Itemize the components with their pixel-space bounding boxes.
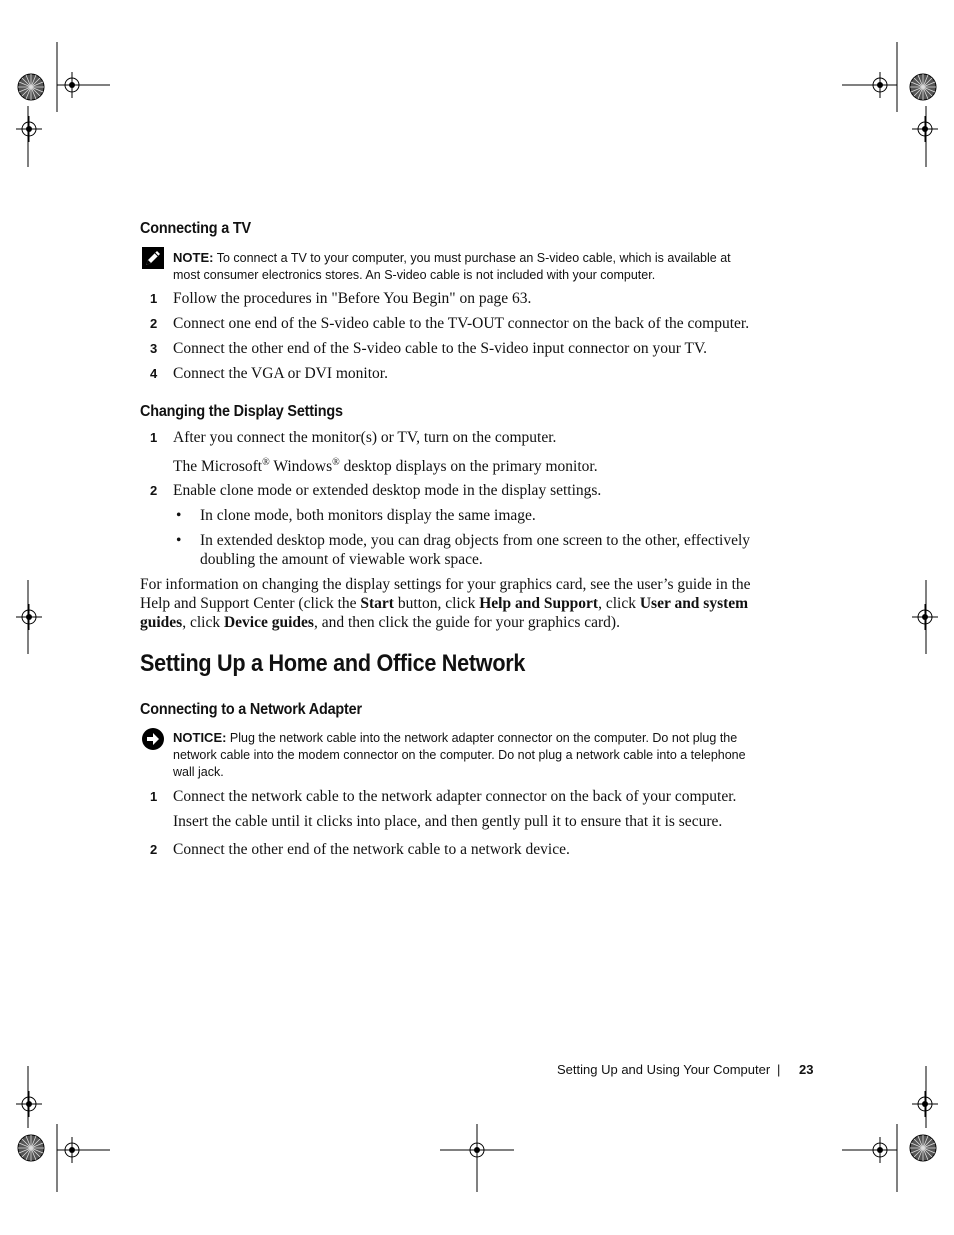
ui-term-start: Start [360,595,394,612]
ui-term-guides: guides [140,614,183,631]
arrow-notice-icon [142,728,164,750]
info-line-1: For information on changing the display settings for your graphics card, see the user’s guide in the [140,576,751,593]
registration-mark-icon [842,1066,938,1192]
info-paragraph [140,575,780,632]
registration-mark-icon [16,1066,110,1192]
pencil-note-icon [142,247,164,269]
step-text: Enable clone mode or extended desktop mode in the display settings. [173,482,602,499]
note-line-2: most consumer electronics stores. An S-video cable is not included with your computer. [173,268,656,282]
registration-mark-icon [912,580,938,654]
step-number: 2 [150,316,158,331]
step-subtext: Insert the cable until it clicks into place, and then gently pull it to ensure that it is secure. [173,813,723,830]
registration-mark-icon [16,42,110,167]
step-number: 2 [150,842,158,857]
info-text: , click [182,614,224,631]
step-text: Connect the VGA or DVI monitor. [173,365,388,382]
step-text: Connect the network cable to the network adapter connector on the back of your computer. [173,788,737,805]
bullet-icon: • [176,507,182,524]
step-number: 1 [150,789,158,804]
chapter-heading-network: Setting Up a Home and Office Network [140,650,526,677]
notice-label: NOTICE: [173,730,227,745]
info-text: button, click [393,595,480,612]
bullet-icon: • [176,532,182,549]
step-number: 1 [150,430,158,445]
notice-line-1: Plug the network cable into the network adapter connector on the computer. Do not plug the [226,731,738,745]
info-text: , and then click the guide for your graphics card). [313,614,620,631]
footer-chapter: Setting Up and Using Your Computer [557,1062,771,1077]
note-line-1: To connect a TV to your computer, you must purchase an S-video cable, which is available at [213,251,731,265]
info-text: , click [598,595,640,612]
registration-mark-icon [842,42,938,167]
bullet-text: In extended desktop mode, you can drag objects from one screen to the other, effectively [200,532,751,549]
note-text [173,249,773,284]
subtext-part: desktop displays on the primary monitor. [339,458,598,476]
registration-mark-icon [16,580,42,654]
page-number: 23 [799,1062,814,1077]
ui-term-device-guides: Device guides [223,614,314,631]
step-number: 1 [150,291,158,306]
registered-mark: ® [262,457,270,468]
step-number: 2 [150,483,158,498]
step-text: After you connect the monitor(s) or TV, turn on the computer. [173,429,557,446]
info-line-2 [140,594,780,613]
step-number: 3 [150,341,158,356]
subtext-part: The Microsoft [173,458,263,476]
bullet-text: In clone mode, both monitors display the same image. [200,507,536,524]
section-heading-display-settings: Changing the Display Settings [140,403,343,420]
info-line-3 [140,613,780,632]
ui-term-help-support: Help and Support [479,595,599,612]
step-number: 4 [150,366,158,381]
step-subtext [173,453,598,476]
step-text: Connect one end of the S-video cable to the TV-OUT connector on the back of the computer. [173,315,750,332]
step-text: Follow the procedures in "Before You Begin" on page 63. [173,290,532,307]
step-text: Connect the other end of the S-video cable to the S-video input connector on your TV. [173,340,708,357]
registered-mark: ® [332,457,340,468]
step-text: Connect the other end of the network cable to a network device. [173,841,570,858]
notice-text [173,729,783,781]
section-heading-network-adapter: Connecting to a Network Adapter [140,701,362,718]
note-label: NOTE: [173,250,214,265]
notice-line-3: wall jack. [173,765,224,779]
section-heading-connecting-tv: Connecting a TV [140,220,251,237]
ui-term-user-system-guides: User and system [639,595,749,612]
bullet-text: doubling the amount of viewable work space. [200,551,483,568]
subtext-part: Windows [269,458,333,476]
registration-mark-icon [440,1124,514,1192]
info-text: Help and Support Center (click the [140,595,361,612]
footer-separator: | [777,1062,781,1077]
notice-line-2: network cable into the modem connector on the computer. Do not plug a network cable into a telephone [173,748,746,762]
